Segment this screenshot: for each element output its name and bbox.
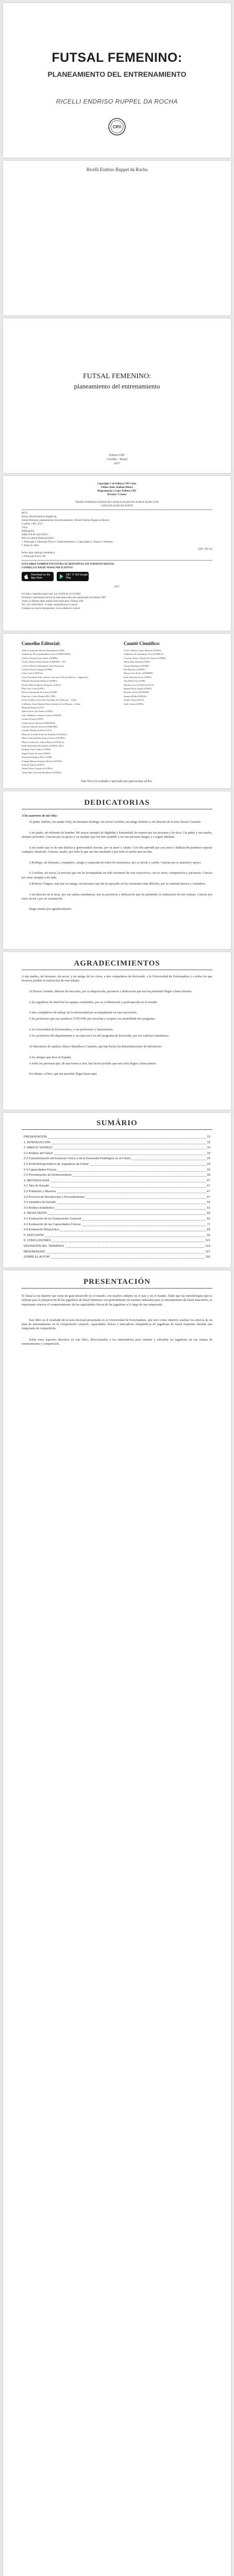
board-member: Lídia de Oliveira Xavier (UNIEURO)	[22, 725, 58, 728]
toc-entry-label: 2.3 Perfil Antropométrico de Jugadoras de Futsal	[24, 1163, 89, 1166]
toc-entry[interactable]	[24, 1152, 210, 1157]
thanks-paragraph: Por último, a Dios, que me permitió llegar hasta aquí.	[29, 1072, 97, 1076]
toc-entry-label: 5. DISCUSIÓN	[24, 1233, 44, 1237]
board-member: Lourdes Helena da Silva (UFV)	[22, 729, 52, 732]
dedication-paragraph: A mi director de la tesis, por sus sabias enseñanzas, por su paciencia y dedicación que ha permitido la realización de este trabajo. Gracias por creer en mí y por su orientación.	[22, 892, 212, 901]
toc-entry-page: 47	[207, 1195, 210, 1199]
app-store-badge[interactable]	[22, 572, 54, 581]
board-member: Elione Maria Nogueira Diogenes (UFAL)	[22, 683, 61, 686]
toc-leader	[24, 1187, 210, 1188]
toc-entry-page: 19	[207, 1151, 210, 1155]
board-member: Mariana Luz de Oliveira (UCS)	[124, 683, 154, 686]
board-member: João Adalberto Campato Junior (UNESP)	[22, 714, 61, 717]
toc-entry[interactable]	[24, 1174, 210, 1178]
board-member: Sueli Gomes (UFRJ)	[124, 702, 144, 705]
divider	[22, 1288, 212, 1289]
board-title-editorial: Conselho Editorial:	[22, 641, 61, 646]
board-member: Celso Conti (UFSCar)	[22, 672, 43, 675]
board-member: Francisco Carlos Duarte (PUC-PR)	[22, 694, 55, 698]
dedication-paragraph: A Rodrigo, mi hermano, compañero, amigo y camarada de todos los momentos, por su afecto y cariño. Gracias por tu amistad y apoyo.	[29, 860, 202, 865]
thanks-paragraph: A las profesoras que me ayudaron CONANP, por escuchar y aceptar con amabilidad mis preguntas.	[29, 1017, 156, 1021]
toc-entry-page: 55	[207, 1201, 210, 1205]
board-member: Solange Helena Ximenes-Rocha (UFOPA)	[22, 759, 62, 762]
dedication-paragraph: A mi padre, mi referente de hombre. Mi mayor ejemplo de dignidad y honestidad, de respeto por las personas y de ética. Un padre y una madre, siempre presentes. Gracias por su apoyo y su ejemplo que me han ayudado a ser una persona íntegra y a seguir adelante.	[22, 831, 212, 839]
board-member: Raquel Porto Alegre (UFRN)	[124, 687, 152, 690]
toc-entry-page: 123	[205, 1245, 210, 1248]
board-member: Elói Bonatto (UDESC)	[124, 668, 146, 671]
board-member: Sydione Santos (UEPG)	[22, 764, 45, 766]
toc-entry[interactable]	[24, 1239, 210, 1244]
board-member: Carmen Tereza Velanga (UNIR)	[22, 668, 53, 671]
legal-line: Todos os direitos desta edição reservados pela: Editora CRV	[22, 600, 84, 603]
digital-note-line: ESTA OBRA TAMBÉM ENCONTRA-SE DISPONÍVEL EM FORMATO DIGITAL.	[22, 563, 115, 566]
toc-entry-label: REFERENCIAS	[24, 1250, 45, 1253]
logo-text: CRV	[112, 125, 122, 129]
board-member: Maria de Lourdes Pinto de Almeida (UNOESC)	[22, 733, 68, 736]
toc-entry-label: 4.3 Evaluación Bioquímica	[24, 1228, 59, 1232]
toc-entry-page: 33	[207, 1168, 210, 1172]
board-member: Sandro Souza (UCS)	[124, 699, 144, 702]
toc-entry-page: 29	[207, 1163, 210, 1166]
toc-title: SUMÁRIO	[96, 1119, 138, 1127]
google-play-icon	[59, 574, 64, 579]
board-member: Maria Cristina dos Santos Bezerra (UFSCar)	[22, 740, 64, 743]
toc-leader	[24, 1138, 210, 1139]
dedication-paragraph: A Roberto Vergara, más que un amigo, un hermano que me ha apoyado en los momentos más difíciles, por su amistad sincera y verdadera.	[29, 882, 206, 886]
toc-entry-page: 121	[205, 1239, 210, 1243]
toc-entry[interactable]	[24, 1157, 210, 1162]
editorial-board-page	[3, 634, 231, 788]
toc-entry-page: 155	[205, 1256, 210, 1259]
toc-entry[interactable]	[24, 1163, 210, 1167]
toc-entry[interactable]	[24, 1234, 210, 1239]
cip-line: I. Título II. Série	[22, 545, 39, 547]
digital-note	[22, 563, 212, 570]
cover-subtitle: PLANEAMIENTO DEL ENTRENAMIENTO	[47, 70, 187, 78]
toc-entry-label: 3. METODOLOGÍA	[24, 1179, 49, 1182]
board-member: Ricardo Alves (UNOPAR)	[124, 691, 149, 694]
board-member: Guilherme de Azambuja Torres (UFRGS)	[124, 653, 163, 656]
board-member: Tadeu Oliver Gonçalves (UFPA)	[22, 767, 53, 770]
board-member: Paulo Ricardo Fortes (UFFS)	[124, 675, 152, 679]
presentation-paragraph: El futsal es un deporte que tiene un gran desarrollo en el mundo, con muchos adeptos en el país y en el mundo. Dado que las metodologías que se utilizan para la preparación de las jugadoras de futsal femenino son generalmente las mismas utilizadas para el entrenamiento de futsal masculino, es importante conocer el comportamiento de las capacidades físicas de las jugadoras a lo largo de una temporada.	[22, 1294, 212, 1307]
cip-line: Índice para catálogo sistemático	[22, 552, 55, 554]
toc-entry-label: 3.3 Proceso de Recolección y Procedimientos	[24, 1195, 85, 1199]
toc-entry-page: 93	[207, 1233, 210, 1237]
board-member: Helmuth Krüger (UCP)	[22, 706, 44, 709]
board-member: Guillermo Arias Beatón (Universidade de La Havana – Cuba)	[22, 702, 80, 705]
title-page	[3, 318, 231, 473]
toc-entry-page: 13	[207, 1136, 210, 1139]
presentation-paragraph: Sobre estos aspectos descritos en este libro, direccionados a los entrenadores para orientar y subsidiar las jugadoras en sus rutinas de entrenamiento y competición.	[22, 1337, 212, 1346]
board-member: Rodrigo Pratte-Santos (UFES)	[22, 748, 51, 751]
toc-entry-label: 4.2 Evaluación de las Capacidades Físicas	[24, 1223, 81, 1226]
toc-entry[interactable]	[24, 1256, 210, 1260]
board-member: Élsio José Corá (UFFS)	[22, 687, 44, 690]
board-member: Leonel Severo Rocha (UNISINOS)	[22, 721, 56, 724]
toc-entry[interactable]	[24, 1168, 210, 1173]
board-member: Maria Lília Imbiriba Sousa Colares (UFOPA)	[22, 737, 65, 740]
toc-entry-page: 127	[205, 1250, 210, 1253]
cip-line: 156 p.	[22, 527, 28, 529]
credits-block	[3, 482, 231, 497]
board-member: Antônio Pereira Gaio Júnior (UFRRJ)	[22, 656, 58, 659]
board-member: Jailson Alves dos Santos (UFRJ)	[22, 710, 53, 713]
cip-record	[22, 510, 212, 561]
presentation-paragraph: Este libro es el resultado de la tesis doctoral presentada en la Universidad de Extremadura, que tuvo como objetivo analizar los efectos de un plan de entrenamiento en la composición corporal, capacidades físicas y marcadores bioquímicos de jugadoras de futsal femenino durante una temporada de competición.	[22, 1318, 212, 1331]
thanks-paragraph: A las jugadoras de futsal de los equipos estudiados, por su colaboración y participación en el estudio.	[29, 1000, 158, 1004]
toc-entry-page: 19	[207, 1146, 210, 1150]
copyright-year: 2017	[114, 586, 120, 588]
cip-line: Futsal femenino: planeamiento del entrenamiento / Ricelli Endriso Ruppel da Rocha –	[22, 519, 111, 522]
thanks-page	[3, 952, 231, 1110]
title-page-subtitle: planeamiento del entrenamiento	[74, 382, 160, 390]
dedication-paragraph: Al padre Adelino, mi madre Nely, mi hermano Rodrigo, mi novia Caroline, mi amigo Roberto y mi director de la tesis Doctor Gerardo.	[29, 820, 202, 824]
toc-entry[interactable]	[24, 1190, 210, 1195]
toc-entry[interactable]	[24, 1223, 210, 1228]
board-member: Carlos Alberto Vilar Estêvão (UMINHO – PT)	[22, 660, 66, 664]
board-member: Gloria Fariñas León (Universidade de La Havana – Cuba)	[22, 699, 77, 702]
board-member: Luciano Alonso Valente dos Santos (UFRB)	[124, 656, 166, 659]
digital-note-line: CONHEÇA E BAIXE NOSSO APLICATIVO!	[22, 567, 73, 569]
title-page-publisher: Editora CRV	[109, 454, 125, 457]
dedication-title: DEDICATORIAS	[84, 799, 150, 807]
credit-line: Diagramação e Capa: Editora CRV	[97, 490, 137, 493]
divider	[22, 1129, 212, 1130]
toc-entry-label: 1. INTRODUCCIÓN	[24, 1141, 51, 1144]
legal-line: Tel.: (41) 3039-6418 - E-mail: sac@editoracrv.com.br	[22, 604, 78, 606]
toc-entry-page: 61	[207, 1206, 210, 1210]
toc-entry-label: 4.1 Evaluación de la Composición Corporal	[24, 1217, 81, 1221]
toc-entry[interactable]	[24, 1245, 210, 1249]
cover-title: FUTSAL FEMENINO:	[52, 50, 182, 65]
board-member: Maria Elisa Bonfim (UFSJ)	[124, 660, 150, 664]
presentation-page	[3, 1270, 231, 2576]
half-title-author: Ricelli Endriso Ruppel da Rocha	[86, 167, 148, 172]
toc-entry-label: SOBRE EL AUTOR	[24, 1256, 50, 1259]
cip-block	[22, 501, 212, 561]
toc-entry-label: 2.1 Análisis del Futsal	[24, 1151, 53, 1155]
title-page-city: Curitiba – Brasil	[107, 458, 127, 461]
thanks-paragraph: A la Universidad de Extremadura, a sus profesores y funcionarios.	[29, 1028, 114, 1031]
toc-entry-label: 2.5 Periodización del Entrenamiento	[24, 1174, 72, 1177]
cip-line: CDU 796.332	[197, 548, 212, 551]
board-member: Carlos Federico Dominguez Avila (Unieuro)	[22, 664, 64, 667]
legal-line: Conheça os nossos lançamentos: www.editoracrv.com.br	[22, 607, 80, 610]
cip-header-2: CATALOGAÇÃO NA FONTE	[101, 505, 133, 507]
toc-entry[interactable]	[24, 1146, 210, 1151]
dedication-paragraph: A mi madre que es de una dulzura y generosidad enorme, por su amor y cariño. Con ella aprendí que con amor y dedicación podemos superar cualquier obstáculo. Gracias, madre, por todo lo que me has enseñado y por todo el cariño que me das.	[22, 845, 212, 854]
toc-page	[3, 1113, 231, 1267]
presentation-title: PRESENTACIÓN	[83, 1278, 151, 1286]
cip-line: Curitiba: CRV, 2017.	[22, 523, 44, 526]
thanks-paragraph: Al laboratorio de análisis clínico Mafalboca Camarlo, que han hecho las determinaciones de laboratorio.	[29, 1044, 162, 1048]
legal-block	[22, 592, 212, 611]
toc-entry[interactable]	[24, 1212, 210, 1216]
thanks-paragraph: A los amigos que hice en España.	[29, 1055, 72, 1059]
publisher-logo-icon	[108, 117, 126, 136]
cip-line: 1. Educação Física 796	[22, 555, 46, 558]
toc-entry-label: 2. MARCO TEÓRICO	[24, 1146, 53, 1150]
dedication-paragraph: Diego martin por agradecimiento.	[29, 907, 72, 911]
toc-entry[interactable]	[24, 1184, 210, 1189]
copyright-page	[3, 476, 231, 631]
toc-entry[interactable]	[24, 1250, 210, 1255]
toc-entry-label: 3.1 Tipo de Estudio	[24, 1184, 49, 1188]
cip-line: ISBN 978-85-444-1850-1	[22, 534, 48, 536]
toc-entry-label: 2.4 Capacidades Físicas	[24, 1168, 57, 1172]
credit-line: Revisão: O Autor	[107, 494, 127, 496]
board-member: Josania Portela (UFPI)	[22, 718, 43, 721]
toc-entry[interactable]	[24, 1179, 210, 1184]
toc-entry-label: 4. RESULTADOS	[24, 1212, 47, 1215]
toc-entry-label: 3.2 Población y Muestra	[24, 1190, 56, 1193]
toc-entry-page: 63	[207, 1212, 210, 1215]
cip-line: R672	[22, 512, 27, 515]
toc-entry-page: 47	[207, 1179, 210, 1182]
thanks-paragraph: A los profesores del departamento y en especial a los del programa de doctorado, por sus valiosas enseñanzas.	[29, 1034, 170, 1038]
toc-entry-label: DEFINICIÓN DEL TÉRMINOS	[24, 1245, 64, 1248]
toc-entry-page: 71	[207, 1223, 210, 1226]
google-play-badge[interactable]	[57, 572, 89, 581]
board-member: Eduardo Fernandes Barbosa (UFMG)	[22, 680, 58, 683]
toc-entry-label: 3.5 Análisis Estadístico	[24, 1206, 55, 1210]
toc-entry-page: 47	[207, 1190, 210, 1193]
half-title-page	[3, 161, 231, 315]
cip-line: Rocha, Ricelli Endriso Ruppel da.	[22, 516, 57, 518]
board-member: Sérgio Nunes de Jesus (IFRO)	[22, 752, 51, 755]
toc-entry-page: 15	[207, 1141, 210, 1144]
thanks-paragraph: A mis compañeros de trabajo de la universidad por acompañarme en esta trayectoria.	[29, 1011, 138, 1015]
dedication-page	[3, 791, 231, 949]
board-title-scientific: Comitê Científico:	[124, 641, 160, 646]
thanks-title: AGRADECIMIENTOS	[74, 959, 160, 968]
board-member: Andréia da Silva Quintanilha Sousa (UNIR/UFRN)	[22, 653, 71, 656]
dedication-paragraph: A Caroline, mi novia, la persona que me ha acompañado en todo momento de esta trayectoria, con su amor, comprensión y paciencia. Gracias por estar siempre a mi lado.	[22, 871, 212, 879]
thanks-paragraph: Al Doctor Gerardo, director de esta tesis, por su disposición, paciencia y dedicación que nos ha permitido llegar a buen término.	[29, 989, 193, 993]
toc-entry-page: 39	[207, 1174, 210, 1177]
cip-header: DADOS INTERNACIONAIS DE CATALOGAÇÃO-NA-PUBLICAÇÃO (CIP)	[75, 501, 159, 504]
toc-entry-page: 24	[207, 1157, 210, 1161]
toc-entry[interactable]	[24, 1201, 210, 1206]
toc-entry-label: 2.2 Caracterización del Esfuerzo Físico y de la Demanda Fisiológica en el Futsal	[24, 1157, 130, 1161]
toc-entry-page: 63	[207, 1217, 210, 1221]
toc-entry-page: 47	[207, 1184, 210, 1188]
board-member: Maria Lúcia Freire (UNIMEP)	[124, 672, 153, 675]
cip-line: DOI 10.24824/978854441850.1	[22, 537, 55, 540]
toc-entry-page: 83	[207, 1228, 210, 1232]
toc-entry-label: 3.4 Variables de Estudio	[24, 1201, 56, 1205]
cover-page	[3, 3, 231, 158]
toc-entry-label: PRESENTACIÓN	[24, 1136, 47, 1139]
toc-entry[interactable]	[24, 1196, 210, 1200]
toc-entry[interactable]	[24, 1207, 210, 1211]
board-member: Ana Maria Vaz (UNB)	[124, 680, 145, 683]
google-play-label: GET IT ON Google Play	[66, 573, 88, 580]
title-page-title: FUTSAL FEMENINO:	[82, 372, 152, 380]
toc-entry[interactable]	[24, 1217, 210, 1222]
toc-leader	[24, 1214, 210, 1215]
toc-leader	[24, 1258, 210, 1259]
toc-entry[interactable]	[24, 1141, 210, 1146]
board-member: Samara Hilda (UFRGS)	[124, 694, 147, 698]
cover-author: RICELLI ENDRISO RUPPEL DA ROCHA	[56, 98, 178, 105]
legal-line: Foi feito o depósito legal conf. Lei 10.994 de 14/12/2004	[22, 593, 81, 596]
board-member: Elizeu Clementino de Souza (UNEB)	[22, 691, 57, 694]
thanks-paragraph: A mis padres, mi hermano, mi novia, y mi amigo de los vinos, a mis compañeros de doctorado, a la Universidad de Extremadura y a todos los que hicieron posible la realización de este trabajo.	[22, 975, 212, 983]
app-store-label: Download on the App Store	[31, 573, 51, 580]
legal-line: Proibida a reprodução parcial ou total desta obra sem autorização da Editora CRV	[22, 597, 106, 599]
apple-icon	[24, 574, 29, 579]
board-member: Aldira Guimarães Duarte Domínguez (UNB)	[22, 649, 64, 652]
toc-entry-label: 6. CONCLUSIONES	[24, 1239, 51, 1243]
board-member: Paulo Romualdo Hernandes (UNIFAL-MG)	[22, 744, 64, 747]
board-footer: Este livro foi avaliado e aprovado por pareceristas ad hoc.	[81, 780, 153, 783]
board-member: Cassio Hartmann (UFSM)	[124, 664, 149, 667]
title-page-year: 2017	[114, 462, 120, 465]
board-member: Simone Rodrigues Pinto (UNB)	[22, 756, 52, 759]
board-member: Tania Suely Azevedo Brasileiro (UFOPA)	[22, 771, 62, 774]
board-member: Cesar Gerónimo Tello (Univer. Nacional Três de Febrero – Argentina)	[22, 675, 88, 679]
board-member: Carlos Alberto Lopes Moreira (UFMG)	[124, 649, 161, 652]
thanks-paragraph: A todas las personas que, de una forma u otra, han hecho posible que esta obra llegue a buen puerto.	[29, 1061, 157, 1065]
credit-line: Editor-chefe: Railson Moura	[101, 486, 133, 489]
toc-entry[interactable]	[24, 1228, 210, 1233]
toc-entry[interactable]	[24, 1136, 210, 1140]
credit-line: Copyright © da Editora CRV Ltda.	[97, 483, 137, 485]
cip-line: Bibliografia	[22, 530, 35, 533]
dedication-paragraph: A los maestros de mi vida:	[22, 814, 58, 818]
cip-line: 1. Educação 2. Educação Física 3. Futsal femenino 4. Capacidades 5. Planes 6. Sistemas	[22, 541, 113, 544]
